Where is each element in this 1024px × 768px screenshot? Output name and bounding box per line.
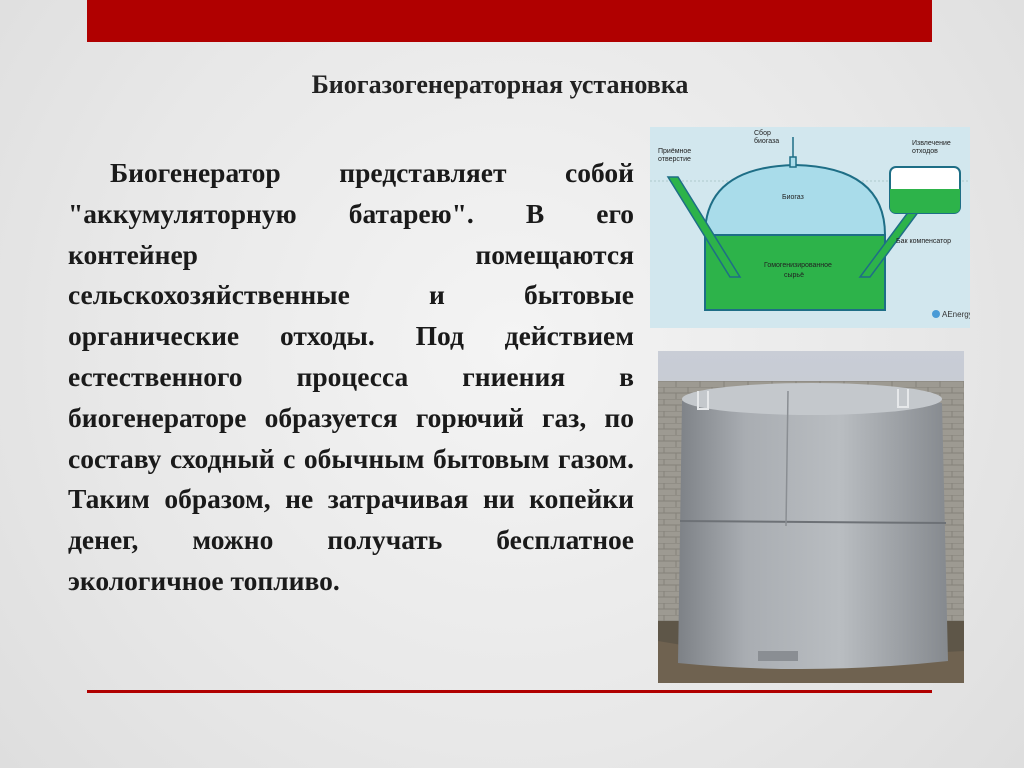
- label-gas-collect-1: Сбор: [754, 130, 771, 137]
- label-compensator: Бак компенсатор: [896, 238, 952, 245]
- label-inlet-1: Приёмное: [658, 148, 692, 155]
- label-biogas: Биогаз: [782, 194, 804, 201]
- bottom-accent-line: [87, 690, 932, 693]
- label-waste-out-2: отходов: [912, 148, 938, 155]
- body-paragraph: Биогенератор представляет собой "аккумуляторную батарею". В его контейнер помещаются сельскохозяйственные и бытовые органические отходы. Под действием естественного процесса гниения в биогенераторе образуется горючий газ, по составу сходный с обычным бытовым газом. Таким образом, не затрачивая ни копейки денег, можно получать бесплатное экологичное топливо.: [68, 157, 634, 596]
- label-slurry-2: сырьё: [784, 272, 804, 279]
- label-slurry-1: Гомогенизированное: [764, 262, 832, 269]
- slide-title: Биогазогенераторная установка: [311, 70, 689, 99]
- biogas-plant-diagram: [650, 127, 970, 328]
- label-waste-out-1: Извлечение: [912, 140, 951, 147]
- logo-text: AEnergy: [942, 310, 970, 319]
- label-gas-collect-2: биогаза: [754, 138, 780, 145]
- biogas-tank-photo: [658, 351, 964, 683]
- label-inlet-2: отверстие: [658, 156, 691, 163]
- aenergy-logo-icon: [932, 310, 940, 318]
- top-accent-bar: [87, 0, 932, 42]
